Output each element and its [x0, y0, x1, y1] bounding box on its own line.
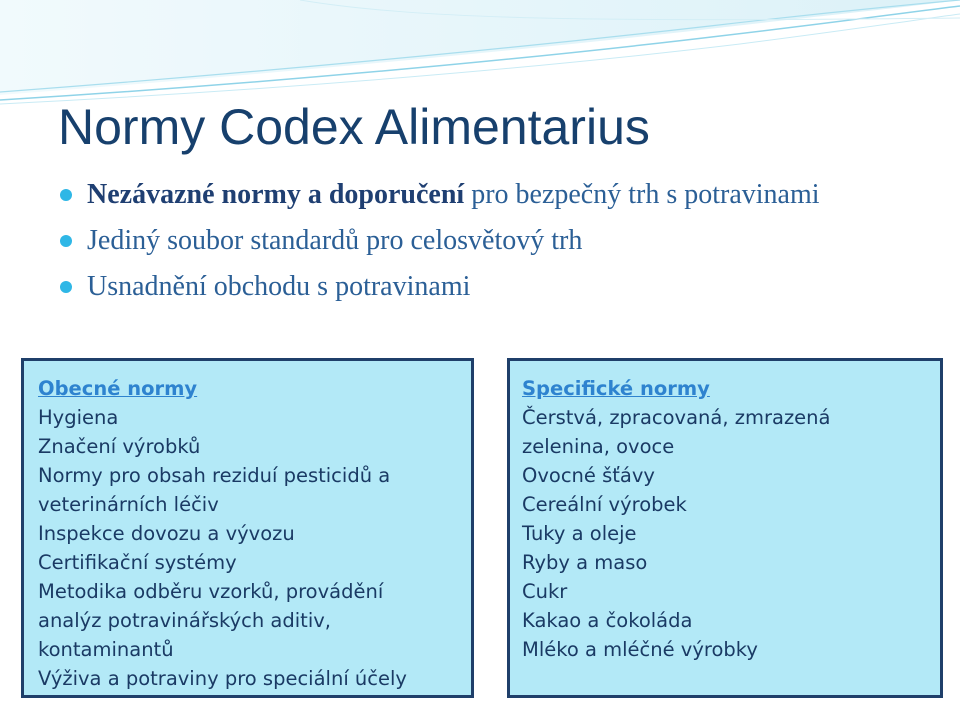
bullet-item	[60, 176, 920, 213]
bullet-text: Usnadnění obchodu s potravinami	[87, 271, 471, 302]
bullet-dot-icon	[60, 281, 72, 293]
specific-norm-line: Cereální výrobek	[522, 493, 687, 516]
bullet-dot-icon	[60, 189, 72, 201]
bullet-text: pro bezpečný trh s potravinami	[464, 179, 820, 210]
specific-norm-line: Ryby a maso	[522, 551, 648, 574]
specific-norm-line: Cukr	[522, 580, 568, 603]
general-norm-line: veterinárních léčiv	[38, 493, 219, 516]
general-norm-line: Výživa a potraviny pro speciální účely	[38, 667, 407, 690]
specific-norm-line: Ovocné šťávy	[522, 464, 655, 487]
general-norm-line: Inspekce dovozu a vývozu	[38, 522, 295, 545]
specific-norm-line: Mléko a mléčné výrobky	[522, 638, 758, 661]
page-title: Normy Codex Alimentarius	[58, 99, 650, 155]
specific-norm-line: Tuky a oleje	[522, 522, 637, 545]
bullet-text: Jediný soubor standardů pro celosvětový trh	[87, 225, 583, 256]
general-norm-line: analýz potravinářských aditiv,	[38, 609, 331, 632]
bullet-list	[60, 176, 920, 314]
bullet-item	[60, 268, 920, 305]
bullet-bold-text: Nezávazné normy a doporučení	[87, 179, 465, 210]
bullet-dot-icon	[60, 235, 72, 247]
bullet-item	[60, 222, 920, 259]
specific-norm-line: Kakao a čokoláda	[522, 609, 693, 632]
general-norm-line: Certifikační systémy	[38, 551, 237, 574]
general-norms-box	[21, 358, 474, 698]
general-norm-line: Značení výrobků	[38, 435, 201, 458]
specific-norms-heading: Specifické normy	[522, 377, 710, 400]
specific-norm-line: zelenina, ovoce	[522, 435, 675, 458]
general-norm-line: kontaminantů	[38, 638, 174, 661]
specific-norms-box	[507, 358, 943, 698]
specific-norm-line: Čerstvá, zpracovaná, zmrazená	[522, 406, 831, 429]
general-norms-heading: Obecné normy	[38, 377, 198, 400]
general-norm-line: Hygiena	[38, 406, 119, 429]
general-norm-line: Metodika odběru vzorků, provádění	[38, 580, 384, 603]
general-norm-line: Normy pro obsah reziduí pesticidů a	[38, 464, 391, 487]
